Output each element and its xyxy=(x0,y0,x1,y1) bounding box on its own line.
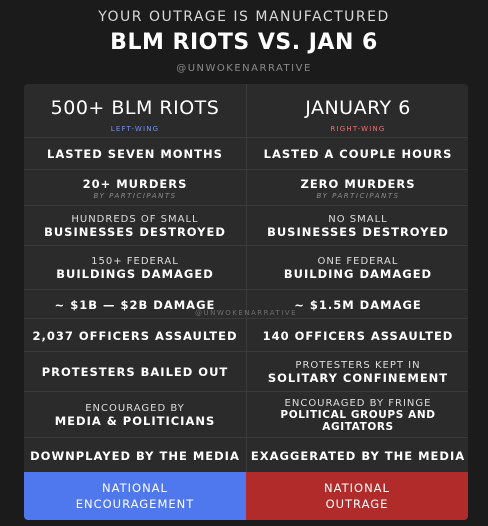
table-row xyxy=(24,137,468,170)
cell-subtext: BY PARTICIPANTS xyxy=(93,191,177,200)
table-row xyxy=(24,169,468,206)
verdict-text: NATIONAL xyxy=(324,481,390,495)
cell-pretext: ONE FEDERAL xyxy=(317,255,399,267)
table-cell-left xyxy=(24,170,246,206)
table-row xyxy=(24,391,468,438)
cell-text: EXAGGERATED BY THE MEDIA xyxy=(250,448,466,463)
table-cell-right xyxy=(246,246,468,290)
comparison-table xyxy=(24,84,468,520)
header xyxy=(0,0,488,84)
table-cell-right xyxy=(246,392,468,438)
table-cell-left xyxy=(24,352,246,392)
cell-text: BUILDINGS DAMAGED xyxy=(56,266,214,281)
cell-text: 140 OFFICERS ASSAULTED xyxy=(262,328,454,343)
cell-text: BUSINESSES DESTROYED xyxy=(267,224,449,239)
table-cell-left xyxy=(24,206,246,246)
table-cell-left xyxy=(24,246,246,290)
table-row xyxy=(24,205,468,246)
table-cell-right xyxy=(246,206,468,246)
table-row xyxy=(24,351,468,392)
cell-text: BUILDING DAMAGED xyxy=(283,266,433,281)
cell-pretext: PROTESTERS KEPT IN xyxy=(295,359,421,371)
table-cell-right xyxy=(246,319,468,352)
table-row xyxy=(24,437,468,473)
watermark: @UNWOKENARRATIVE xyxy=(194,309,298,317)
tagline: YOUR OUTRAGE IS MANUFACTURED xyxy=(98,9,390,25)
verdict-text: NATIONAL xyxy=(102,481,168,495)
cell-text: PROTESTERS BAILED OUT xyxy=(41,365,229,379)
verdict-row xyxy=(24,472,468,520)
verdict-text: ENCOURAGEMENT xyxy=(75,497,195,511)
cell-text: ZERO MURDERS xyxy=(300,176,416,191)
table-cell-right xyxy=(246,170,468,206)
right-column-title: JANUARY 6 xyxy=(305,97,411,119)
table-row xyxy=(24,318,468,352)
cell-text: ~ $1B — $2B DAMAGE xyxy=(54,297,216,312)
cell-text: LASTED SEVEN MONTHS xyxy=(47,147,223,161)
cell-text: DOWNPLAYED BY THE MEDIA xyxy=(30,448,240,463)
table-cell-left xyxy=(24,392,246,438)
cell-text: MEDIA & POLITICIANS xyxy=(54,413,216,428)
cell-text: 20+ MURDERS xyxy=(82,176,188,191)
table-row xyxy=(24,245,468,290)
right-verdict-cell xyxy=(246,472,468,520)
table-cell-right xyxy=(246,438,468,473)
verdict-text: OUTRAGE xyxy=(325,497,389,511)
cell-pretext: NO SMALL xyxy=(328,213,388,225)
table-cell-right xyxy=(246,138,468,170)
table-cell-right xyxy=(246,352,468,392)
cell-pretext: ENCOURAGED BY FRINGE xyxy=(284,397,432,409)
table-cell-left xyxy=(24,138,246,170)
page-title: BLM RIOTS VS. JAN 6 xyxy=(110,30,378,55)
cell-subtext: BY PARTICIPANTS xyxy=(316,191,400,200)
left-verdict-cell xyxy=(24,472,246,520)
left-column-title: 500+ BLM RIOTS xyxy=(50,97,220,119)
cell-pretext: 150+ FEDERAL xyxy=(91,255,179,267)
table-cell-left xyxy=(24,319,246,352)
cell-pretext: ENCOURAGED BY xyxy=(85,402,185,414)
author-handle: @UNWOKENARRATIVE xyxy=(176,63,312,74)
table-cell-left xyxy=(24,438,246,473)
right-column-tag: RIGHT-WING xyxy=(330,125,386,133)
cell-text: POLITICAL GROUPS AND AGITATORS xyxy=(280,408,436,433)
cell-text: BUSINESSES DESTROYED xyxy=(44,224,226,239)
cell-text: LASTED A COUPLE HOURS xyxy=(263,147,453,161)
left-column-tag: LEFT-WING xyxy=(110,125,160,133)
cell-text: ~ $1.5M DAMAGE xyxy=(294,297,422,312)
cell-pretext: HUNDREDS OF SMALL xyxy=(71,213,199,225)
cell-text: SOLITARY CONFINEMENT xyxy=(267,370,449,385)
cell-text: 2,037 OFFICERS ASSAULTED xyxy=(32,328,238,343)
